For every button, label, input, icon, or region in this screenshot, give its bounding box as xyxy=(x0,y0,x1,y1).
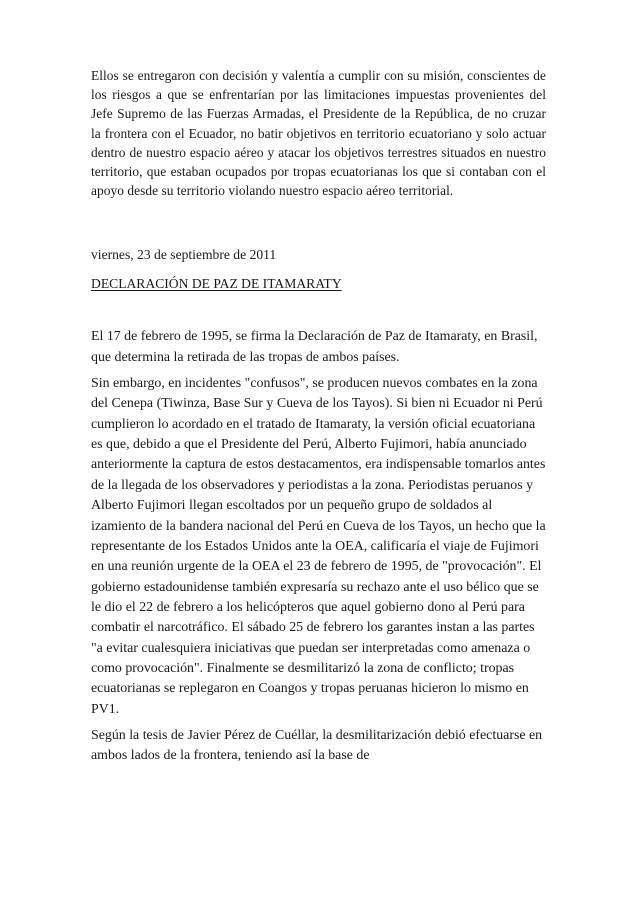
body-paragraph-2: Sin embargo, en incidentes "confusos", se producen nuevos combates en la zona del Cenepa (Tiwinza, Base Sur y Cueva de los Tayos). Si bien ni Ecuador ni Perú cumplieron lo acordado en el tratado de Itamaraty, la versión oficial ecuatoriana es que, debido a que el Presidente del Perú, Alberto Fujimori, había anunciado anteriormente la captura de estos destacamentos, era indispensable tomarlos antes de la llegada de los observadores y periodistas a la zona. Periodistas peruanos y Alberto Fujimori llegan escoltados por un pequeño grupo de soldados al izamiento de la bandera nacional del Perú en Cueva de los Tayos, un hecho que la representante de los Estados Unidos ante la OEA, calificaría el viaje de Fujimori en una reunión urgente de la OEA el 23 de febrero de 1995, de "provocación". El gobierno estadounidense también expresaría su rechazo ante el uso bélico que se le dio el 22 de febrero a los helicópteros que aquel gobierno dono al Perú para combatir el narcotráfico. El sábado 25 de febrero los garantes instan a las partes "a evitar cualesquiera iniciativas que puedan ser interpretadas como amenaza o como provocación". Finalmente se desmilitarizó la zona de conflicto; tropas ecuatorianas se replegaron en Coangos y tropas peruanas hicieron lo mismo en PV1. xyxy=(91,376,546,717)
intro-paragraph: Ellos se entregaron con decisión y valentía a cumplir con su misión, conscientes de los riesgos a que se enfrentarían por las limitaciones impuestas provenientes del Jefe Supremo de las Fuerzas Armadas, el Presidente de la República, de no cruzar la frontera con el Ecuador, no batir objetivos en territorio ecuatoriano y solo actuar dentro de nuestro espacio aéreo y atacar los objetivos terrestres situados en nuestro territorio, que estaban ocupados por tropas ecuatorianas los que si contaban con el apoyo desde su territorio violando nuestro espacio aéreo territorial. xyxy=(91,68,546,199)
post-date: viernes, 23 de septiembre de 2011 xyxy=(91,247,277,263)
document-page xyxy=(91,66,546,767)
body-paragraph-1: El 17 de febrero de 1995, se firma la Declaración de Paz de Itamaraty, en Brasil, que determina la retirada de las tropas de ambos países. xyxy=(91,329,538,365)
body-paragraph-3: Según la tesis de Javier Pérez de Cuéllar, la desmilitarización debió efectuarse en ambos lados de la frontera, teniendo así la base de xyxy=(91,727,543,764)
post-title: DECLARACIÓN DE PAZ DE ITAMARATY xyxy=(91,276,342,292)
